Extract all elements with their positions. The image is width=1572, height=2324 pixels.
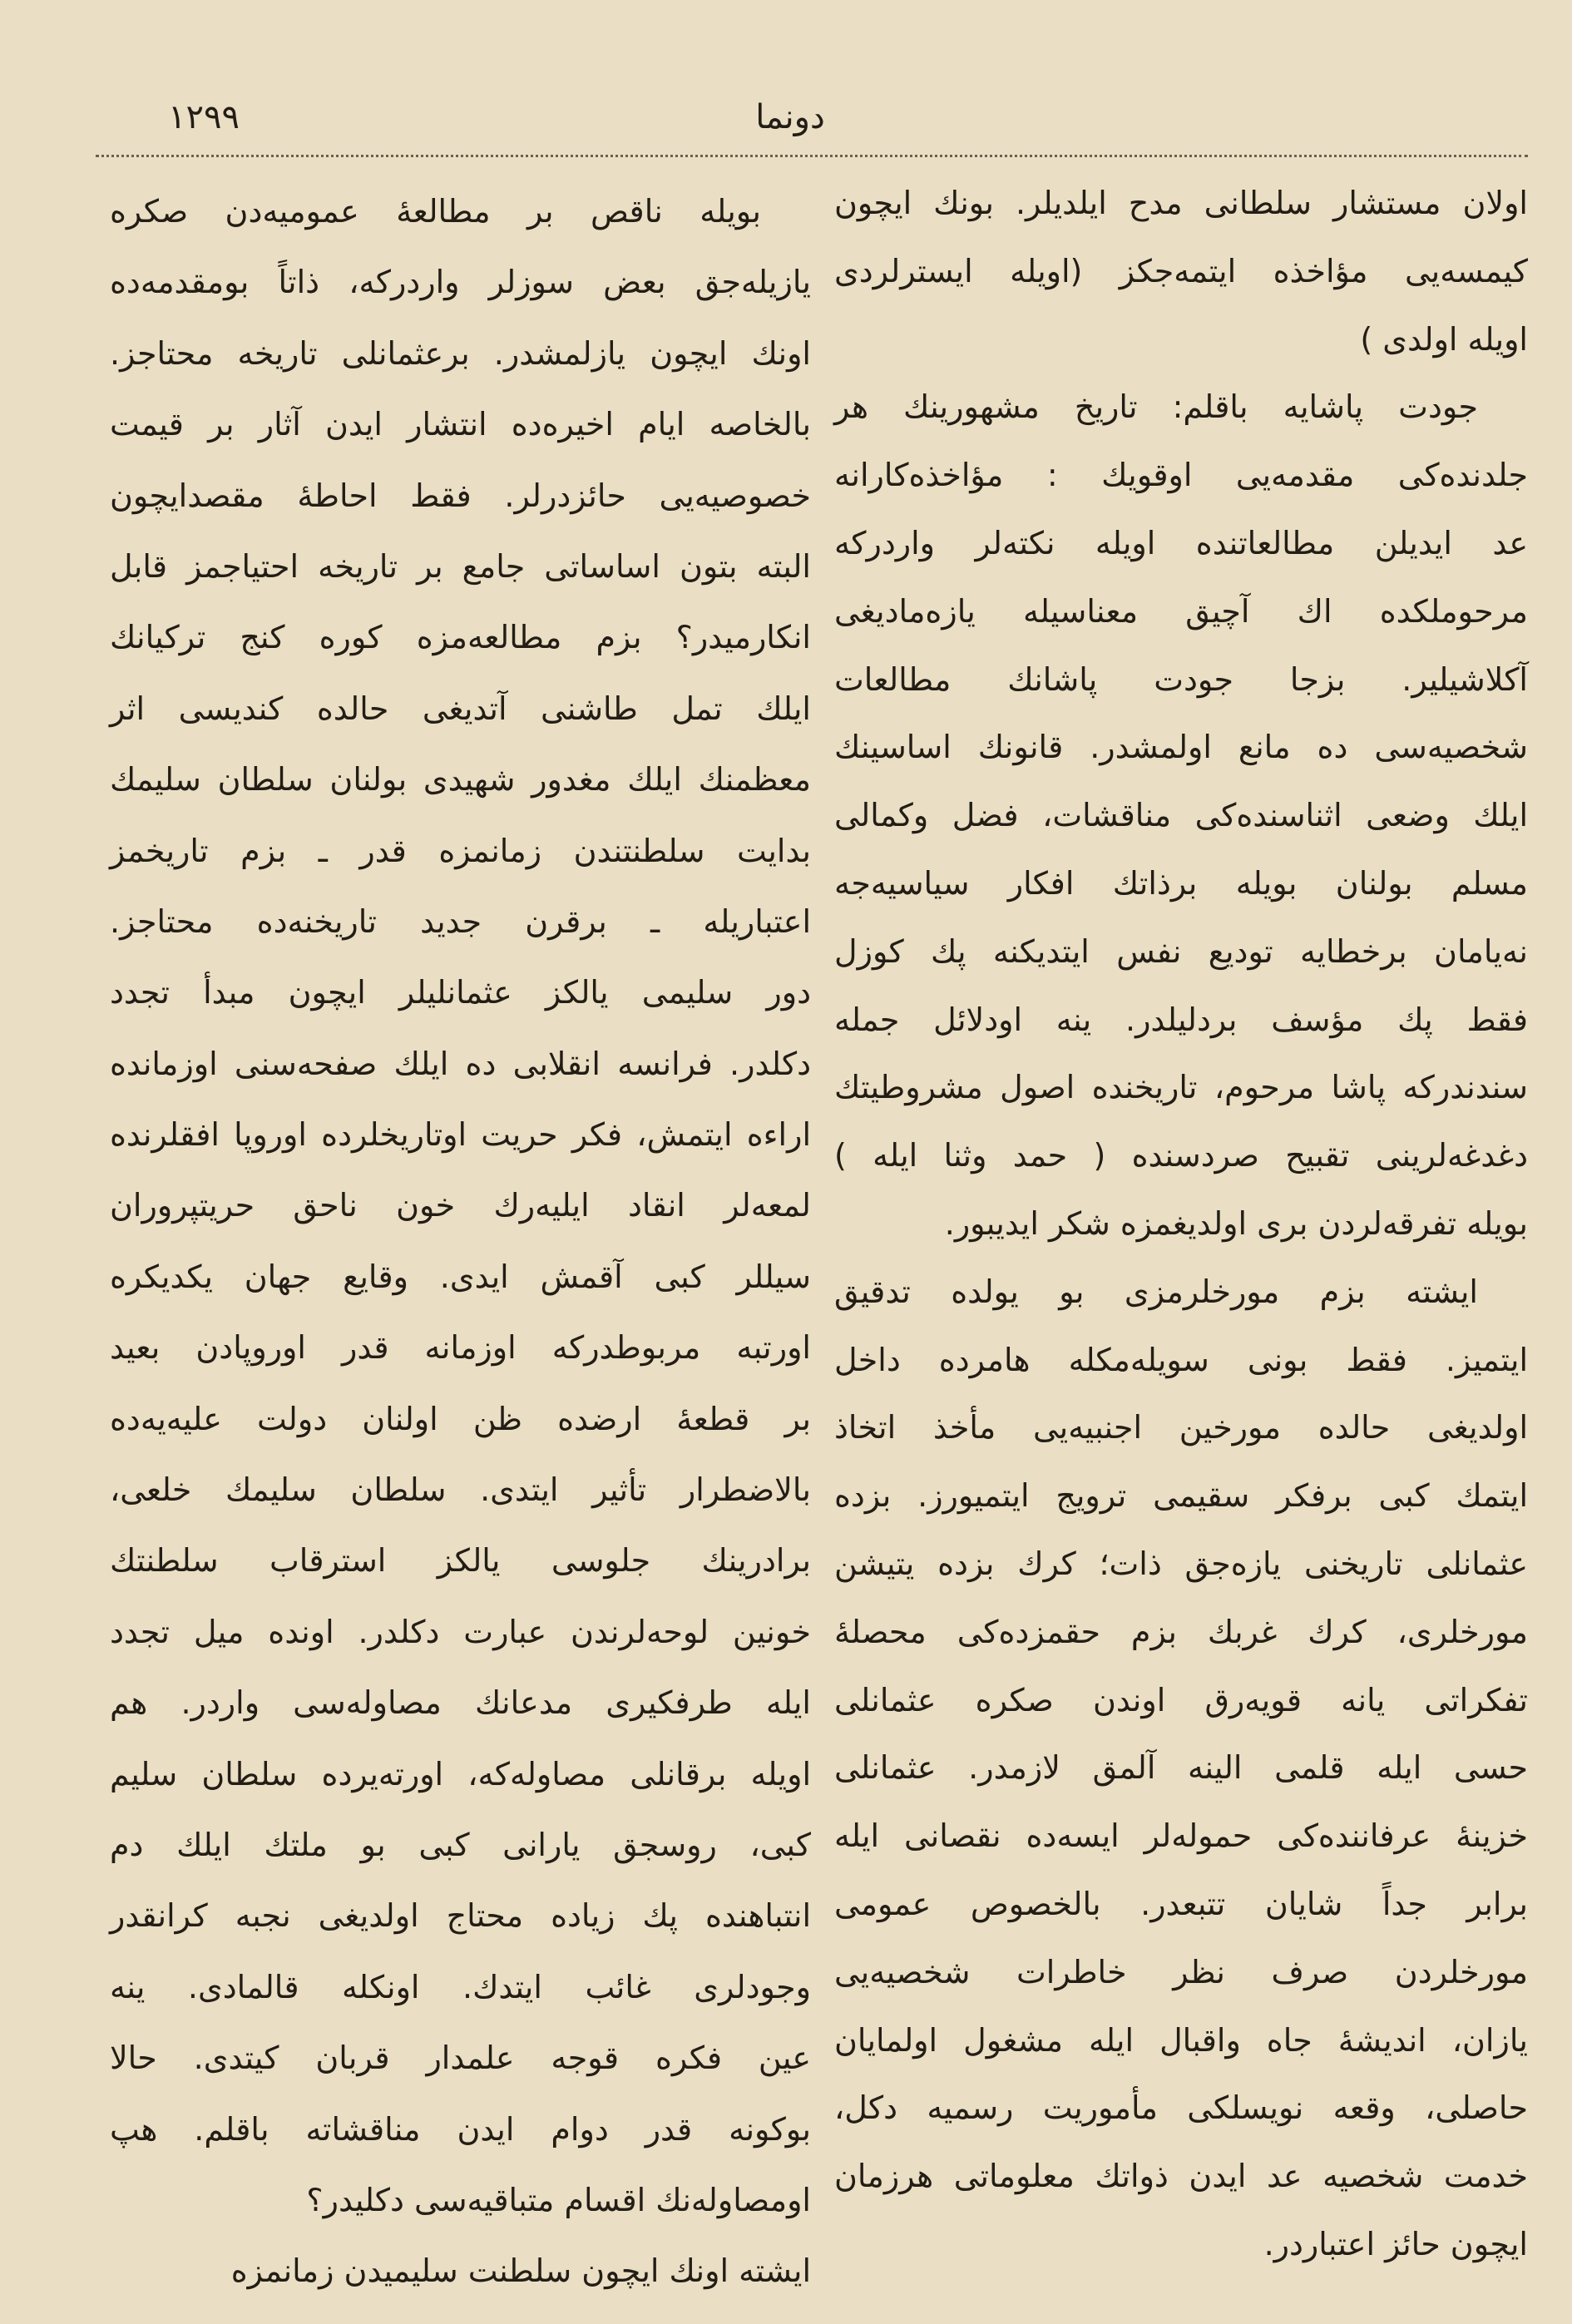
- text-line: ایشته بزم مورخلرمزی بو یولده تدقیق: [834, 1273, 1478, 1310]
- text-line: اومصاوله‌نك اقسام متباقیه‌سی دکلیدر؟: [306, 2181, 811, 2218]
- text-line: خصوصیه‌یی حائزدرلر. فقط احاطهٔ مقصدایچون: [110, 477, 811, 514]
- header-dotted-rule: [96, 155, 1528, 157]
- text-line: بویله تفرقه‌لردن بری اولدیغمزه شکر ایدیبور.: [944, 1204, 1528, 1242]
- text-line: فقط پك مؤسف بردلیلدر. ینه اودلائل جمله‌: [834, 1001, 1528, 1038]
- text-line: ایله طرفکیری مدعانك مصاوله‌سی واردر. هم: [110, 1684, 811, 1722]
- page-header-title: دونما: [755, 98, 825, 136]
- text-line: ایشته اونك ایچون سلطنت سلیمیدن زمانمزه: [230, 2252, 811, 2290]
- text-column-left: [110, 193, 811, 2324]
- text-line: برابر جداً شایان تتبعدر. بالخصوص عمومی: [834, 1885, 1528, 1922]
- text-line: یازان، اندیشهٔ جاه واقبال ایله مشغول اولمایان: [834, 2021, 1528, 2059]
- text-line: البته بتون اساساتی جامع بر تاریخه احتیاجمز قابل: [110, 547, 811, 585]
- text-line: لمعه‌لر انقاد ایلیه‌رك خون ناحق حریتپروران: [110, 1187, 811, 1224]
- text-line: معظمنك ایلك مغدور شهیدی بولنان سلطان سلیمك: [110, 761, 811, 799]
- text-line: اولان مستشار سلطانی مدح ایلدیلر. بونك ایچون: [834, 185, 1528, 221]
- text-line: کیمسه‌یی مؤاخذه ایتمه‌جکز (اویله ایسترلردی: [834, 252, 1528, 289]
- text-line: ایلك تمل طاشنی آتدیغی حالده کندیسی اثر: [110, 690, 811, 727]
- text-line: دکلدر. فرانسه انقلابی ده ایلك صفحه‌سنی اوزمانده: [110, 1045, 811, 1082]
- text-line: دور سلیمی یالکز عثمانلیلر ایچون مبدأ تجدد: [110, 974, 811, 1011]
- text-line: اویله برقانلی مصاوله‌که، اورته‌یرده سلطان سلیم: [110, 1755, 811, 1792]
- text-line: اراءه ایتمش، فکر حریت اوتاریخلرده اوروپا افقلرنده: [110, 1116, 811, 1154]
- text-line: اویله اولدی ): [1360, 320, 1528, 358]
- text-line: بر قطعهٔ ارضده ظن اولنان دولت علیه‌یه‌ده: [110, 1400, 811, 1437]
- text-line: یازیله‌جق بعض سوزلر واردرکه، ذاتاً بومقدمه‌ده: [110, 264, 811, 301]
- text-line: خدمت شخصیه عد ایدن ذواتك معلوماتی هرزمان: [834, 2158, 1528, 2195]
- text-line: حسی ایله قلمی الینه آلمق لازمدر. عثمانلی: [834, 1749, 1528, 1787]
- text-line: نه‌یامان برخطایه تودیع نفس ایتدیکنه پك کوزل: [834, 932, 1528, 970]
- text-line: مورخلری، کرك غربك بزم حقمزده‌کی محصلهٔ: [834, 1613, 1528, 1650]
- text-line: حاصلی، وقعه نویسلکی مأموریت رسمیه دکل،: [834, 2089, 1528, 2127]
- text-line: سندندرکه پاشا مرحوم، تاریخنده اصول مشروطیتك: [834, 1069, 1528, 1106]
- text-line: آکلاشیلیر. بزجا جودت پاشانك مطالعات: [834, 660, 1528, 698]
- text-line: جلدنده‌کی مقدمه‌یی اوقویك : مؤاخذه‌کارانه: [834, 457, 1528, 494]
- text-line: خزینهٔ عرفاننده‌کی حموله‌لر ایسه‌ده نقصانی ایله: [834, 1817, 1528, 1855]
- text-line: جودت پاشایه باقلم: تاریخ مشهورینك هر: [834, 388, 1478, 426]
- text-line: سیللر کبی آقمش ایدی. وقایع جهان یکدیکره: [110, 1258, 811, 1295]
- text-line: وجودلری غائب ایتدك. اونکله قالمادی. ینه: [110, 1968, 811, 2005]
- text-line: بدایت سلطنتندن زمانمزه قدر ـ بزم تاریخمز: [110, 832, 811, 869]
- text-line: انکارمیدر؟ بزم مطالعه‌مزه کوره کنج ترکیانك: [110, 619, 811, 656]
- text-line: اورتبه مربوطدرکه اوزمانه قدر اوروپادن بعید: [110, 1329, 811, 1367]
- text-line: اونك ایچون یازلمشدر. برعثمانلی تاریخه محتاجز.: [110, 334, 811, 372]
- text-line: انتباهنده پك زیاده محتاج اولدیغی نجبه کرانقدر: [110, 1897, 811, 1935]
- text-line: تفکراتی یانه قویه‌رق اوندن صکره عثمانلی: [834, 1681, 1528, 1718]
- text-line: کبی، روسجق یارانی کبی بو ملتك ایلك دم: [110, 1826, 811, 1863]
- text-line: ایچون حائز اعتباردر.: [1263, 2225, 1528, 2262]
- text-line: برادرینك جلوسی یالکز استرقاب سلطنتك: [110, 1542, 811, 1580]
- text-line: بوکونه قدر دوام ایدن مناقشاته باقلم. هپ: [110, 2110, 811, 2148]
- text-line: عثمانلی تاریخنی یازه‌جق ذات؛ کرك بزده یتیشن: [834, 1545, 1528, 1582]
- page-number: ١٢٩٩: [168, 98, 240, 136]
- text-line: بالخاصه ایام اخیره‌ده انتشار ایدن آثار بر قیمت: [110, 406, 811, 443]
- text-column-right: [834, 185, 1528, 2294]
- text-line: عد ایدیلن مطالعاتنده اویله نکته‌لر واردرکه: [834, 524, 1528, 561]
- text-line: خونین لوحه‌لرندن عبارت دکلدر. اونده میل تجدد: [110, 1613, 811, 1650]
- text-line: ایتمیز. فقط بونی سویله‌مکله هامرده داخل: [834, 1341, 1528, 1378]
- text-line: مرحوملکده اك آچیق معناسیله یازه‌مادیغی: [834, 592, 1528, 630]
- text-line: ایلك وضعی اثناسنده‌کی مناقشات، فضل وکمالی: [834, 797, 1528, 834]
- text-line: شخصیه‌سی ده مانع اولمشدر. قانونك اساسینك: [834, 729, 1528, 766]
- text-line: اعتباریله ـ برقرن جدید تاریخنه‌ده محتاجز.: [110, 902, 811, 940]
- text-line: ایتمك کبی برفکر سقیمی ترویج ایتمیورز. بزده: [834, 1477, 1528, 1515]
- text-line: بویله ناقص بر مطالعهٔ عمومیه‌دن صکره: [110, 193, 761, 230]
- text-line: اولدیغی حالده مورخین اجنبیه‌یی مأخذ اتخاذ: [834, 1409, 1528, 1446]
- text-line: عین فکره قوجه علمدار قربان کیتدی. حالا: [110, 2040, 811, 2077]
- text-line: مسلم بولنان بویله برذاتك افکار سیاسیه‌جه: [834, 864, 1528, 902]
- text-line: بالاضطرار تأثیر ایتدی. سلطان سلیمك خلعی،: [110, 1471, 811, 1509]
- text-line: دغدغه‌لرینی تقبیح صردسنده ( حمد وثنا ایله ): [834, 1137, 1528, 1174]
- text-line: مورخلردن صرف نظر خاطرات شخصیه‌یی: [834, 1953, 1528, 1990]
